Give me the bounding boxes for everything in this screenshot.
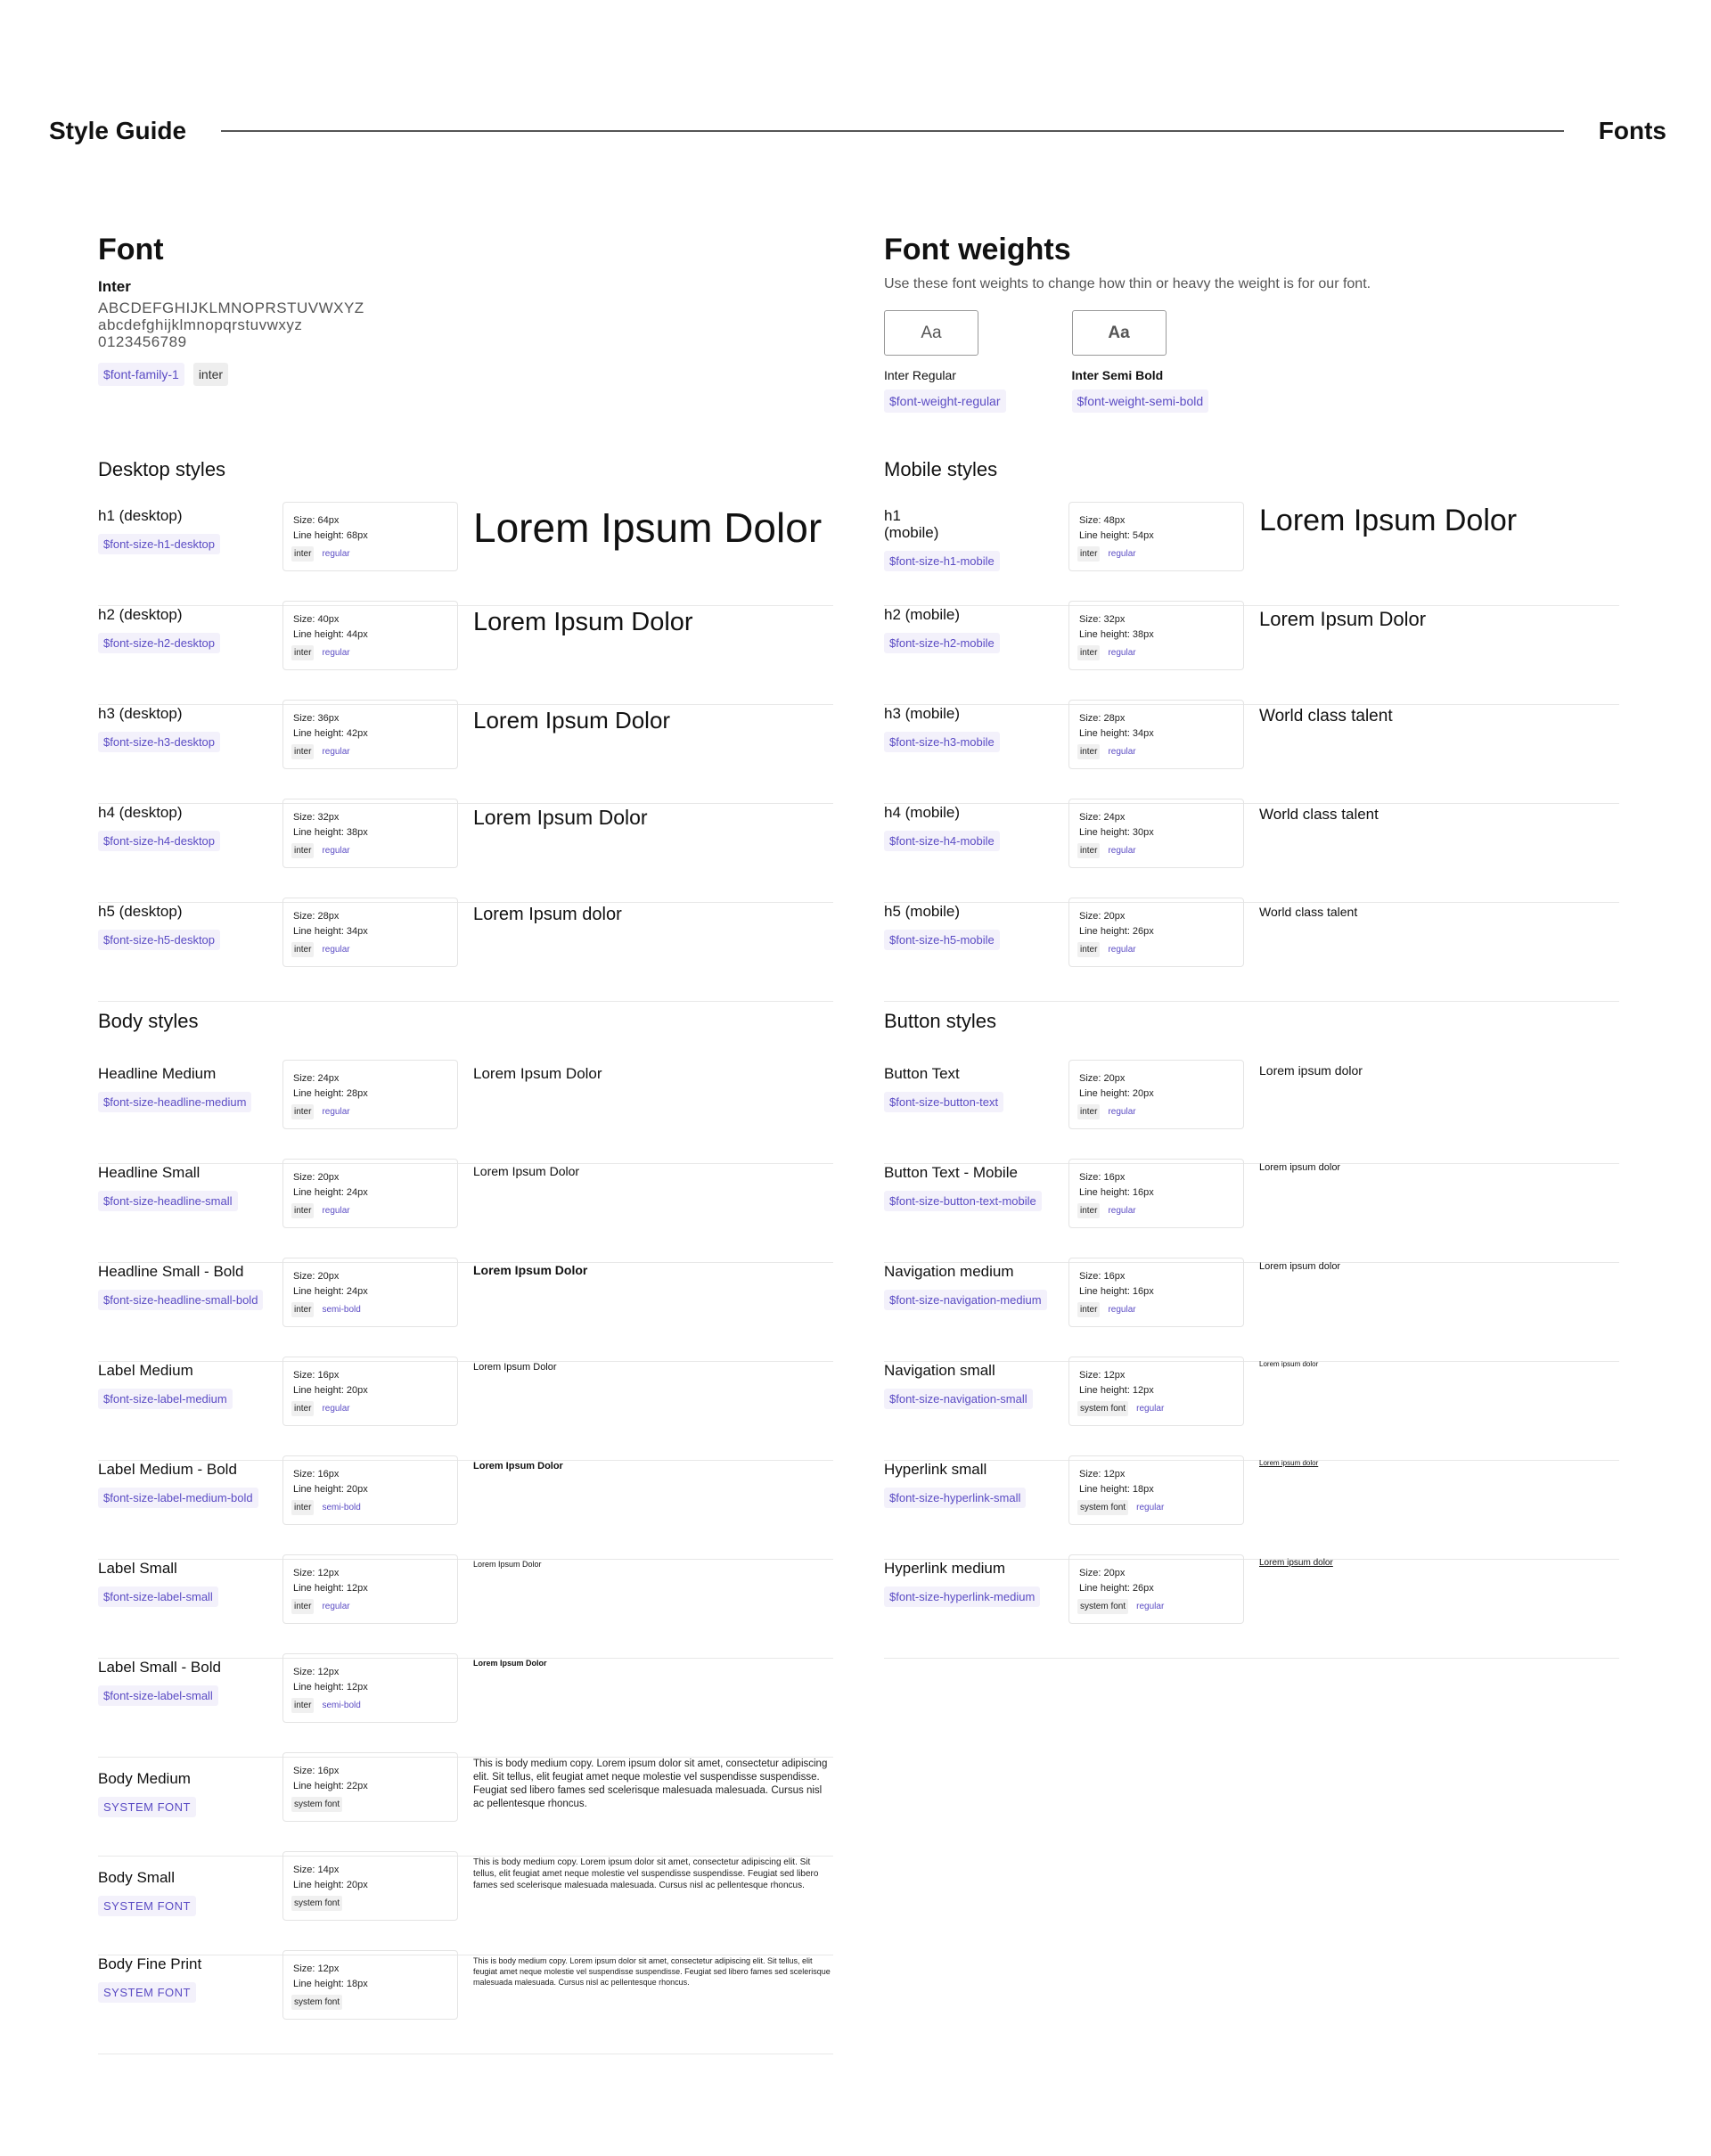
spec-box	[282, 1752, 458, 1822]
style-row	[884, 1362, 1619, 1461]
spec-box	[282, 1357, 458, 1426]
font-tag: inter	[1077, 546, 1100, 562]
spec-tags	[1077, 1500, 1167, 1515]
weight-tag: regular	[322, 846, 350, 856]
sample-text: This is body medium copy. Lorem ipsum dolor sit amet, consectetur adipiscing elit. Sit tellus, elit feugiat amet neque molestie vel suspendisse suspendisse. Feugiat sed libero fames sed scelerisque malesuada malesuada. Cursus nisl ac pellentesque rhoncus.	[473, 1758, 828, 1809]
style-token: $font-size-h4-mobile	[884, 831, 1000, 851]
sample-text: This is body medium copy. Lorem ipsum dolor sit amet, consectetur adipiscing elit. Sit tellus, elit feugiat amet neque molestie vel suspendisse suspendisse. Feugiat sed libero fames sed scelerisque malesuada malesuada. Cursus nisl ac pellentesque rhoncus.	[473, 1857, 819, 1890]
spec-tags	[291, 1203, 353, 1218]
style-name: h1 (mobile)	[884, 507, 939, 541]
spec-size: Size: 12px	[1079, 1469, 1126, 1480]
style-row	[884, 1263, 1619, 1362]
spec-size: Size: 28px	[1079, 713, 1126, 724]
style-token: $font-size-h3-mobile	[884, 732, 1000, 752]
font-tag: inter	[1077, 645, 1100, 660]
style-token: $font-size-navigation-medium	[884, 1290, 1047, 1310]
weight-tag: semi-bold	[322, 1701, 361, 1710]
spec-size: Size: 12px	[293, 1667, 340, 1677]
sample-text: Lorem ipsum dolor	[1259, 1261, 1341, 1272]
font-family-block	[98, 232, 838, 386]
spec-tags	[291, 1302, 364, 1317]
spec-size: Size: 20px	[293, 1172, 340, 1183]
font-tag: inter	[291, 1500, 314, 1515]
spec-size: Size: 14px	[293, 1865, 340, 1875]
font-tag: system font	[291, 1896, 342, 1911]
spec-line-height: Line height: 16px	[1079, 1187, 1154, 1198]
spec-tags	[1077, 1401, 1167, 1416]
sample-text: Lorem ipsum dolor	[1259, 1162, 1341, 1173]
font-tag: inter	[1077, 843, 1100, 858]
style-token: $font-size-button-text-mobile	[884, 1191, 1042, 1211]
style-token: $font-size-button-text	[884, 1092, 1003, 1112]
style-row	[98, 606, 833, 705]
style-token: $font-size-label-medium-bold	[98, 1488, 258, 1508]
weight-tag: regular	[1108, 747, 1136, 757]
font-tag: inter	[1077, 1302, 1100, 1317]
spec-box	[282, 1060, 458, 1129]
weight-tag: regular	[1108, 1206, 1136, 1216]
spec-tags	[291, 744, 353, 759]
spec-line-height: Line height: 34px	[1079, 728, 1154, 739]
style-name: Label Small	[98, 1560, 177, 1577]
spec-line-height: Line height: 12px	[293, 1583, 368, 1594]
style-name: Navigation medium	[884, 1263, 1014, 1280]
style-name: h2 (mobile)	[884, 606, 961, 623]
spec-tags	[1077, 744, 1139, 759]
sample-text: Lorem Ipsum Dolor	[1259, 504, 1518, 537]
spec-line-height: Line height: 18px	[1079, 1484, 1154, 1495]
style-token: $font-size-h1-desktop	[98, 534, 220, 554]
style-name: h5 (desktop)	[98, 903, 183, 920]
style-row	[98, 1362, 833, 1461]
spec-size: Size: 48px	[1079, 515, 1126, 526]
spec-tags	[291, 843, 353, 858]
spec-line-height: Line height: 44px	[293, 629, 368, 640]
spec-line-height: Line height: 20px	[1079, 1088, 1154, 1099]
style-token: $font-size-h2-desktop	[98, 633, 220, 653]
sample-text: Lorem Ipsum Dolor	[473, 504, 823, 551]
spec-size: Size: 20px	[293, 1271, 340, 1282]
spec-size: Size: 32px	[1079, 614, 1126, 625]
weight-label-regular: Inter Regular	[884, 368, 956, 382]
sample-text: Lorem Ipsum Dolor	[473, 1263, 588, 1277]
spec-line-height: Line height: 16px	[1079, 1286, 1154, 1297]
spec-tags	[1077, 1599, 1167, 1614]
spec-line-height: Line height: 42px	[293, 728, 368, 739]
spec-tags	[1077, 1203, 1139, 1218]
weight-tag: regular	[322, 549, 350, 559]
spec-line-height: Line height: 38px	[1079, 629, 1154, 640]
style-token: $font-size-h5-mobile	[884, 930, 1000, 950]
style-token: $font-size-headline-medium	[98, 1092, 251, 1112]
style-row	[884, 1164, 1619, 1263]
style-row	[884, 504, 1619, 606]
style-token: $font-size-label-small	[98, 1586, 218, 1607]
font-tag: inter	[291, 546, 314, 562]
spec-tags	[291, 1500, 364, 1515]
spec-size: Size: 24px	[1079, 812, 1126, 823]
button-styles-list	[884, 1065, 1624, 1689]
style-name: h4 (mobile)	[884, 804, 961, 821]
font-tag: inter	[291, 942, 314, 957]
style-token: $font-size-h3-desktop	[98, 732, 220, 752]
style-row	[884, 903, 1619, 1002]
font-tag: system font	[291, 1797, 342, 1812]
spec-size: Size: 32px	[293, 812, 340, 823]
spec-size: Size: 16px	[1079, 1271, 1126, 1282]
sample-link[interactable]: Lorem ipsum dolor	[1259, 1558, 1333, 1568]
spec-line-height: Line height: 68px	[293, 530, 368, 541]
weight-item-semi-bold	[1072, 310, 1209, 413]
font-tag: system font	[1077, 1500, 1128, 1515]
sample-text: Lorem Ipsum Dolor	[473, 1065, 602, 1082]
sample-text: Lorem ipsum dolor	[1259, 1063, 1363, 1078]
spec-tags	[1077, 1104, 1139, 1119]
sample-text: Lorem Ipsum Dolor	[473, 1461, 563, 1471]
spec-box	[282, 1653, 458, 1723]
style-name: Button Text - Mobile	[884, 1164, 1018, 1181]
spec-tags	[291, 645, 353, 660]
mobile-styles-title: Mobile styles	[884, 458, 998, 480]
sample-text: World class talent	[1259, 806, 1379, 823]
weight-tag: regular	[1108, 549, 1136, 559]
font-tag: system font	[1077, 1599, 1128, 1614]
style-name: h4 (desktop)	[98, 804, 183, 821]
style-token: $font-size-h1-mobile	[884, 551, 1000, 571]
spec-line-height: Line height: 28px	[293, 1088, 368, 1099]
weight-tag: regular	[322, 747, 350, 757]
spec-line-height: Line height: 54px	[1079, 530, 1154, 541]
style-row	[98, 1659, 833, 1758]
spec-size: Size: 20px	[1079, 1568, 1126, 1578]
spec-size: Size: 64px	[293, 515, 340, 526]
specimen-lowercase: abcdefghijklmnopqrstuvwxyz	[98, 316, 303, 333]
style-name: Headline Small	[98, 1164, 201, 1181]
sample-text: World class talent	[1259, 905, 1358, 919]
style-row	[98, 1461, 833, 1560]
weight-token-semi-bold: $font-weight-semi-bold	[1072, 389, 1209, 413]
font-tag: inter	[291, 1104, 314, 1119]
weight-tag: regular	[322, 1107, 350, 1117]
spec-tags	[291, 1104, 353, 1119]
spec-line-height: Line height: 24px	[293, 1286, 368, 1297]
weight-label-semi-bold: Inter Semi Bold	[1071, 368, 1164, 382]
weight-tag: regular	[1108, 846, 1136, 856]
sample-text: Lorem Ipsum dolor	[473, 905, 622, 924]
style-row	[98, 1164, 833, 1263]
font-tag: inter	[291, 1203, 314, 1218]
section-title: Fonts	[1598, 117, 1666, 144]
font-family-tag: inter	[193, 363, 228, 386]
style-token: $font-size-label-medium	[98, 1389, 233, 1409]
spec-box	[1068, 502, 1244, 571]
spec-tags	[1077, 1302, 1139, 1317]
weight-tag: regular	[322, 1602, 350, 1611]
spec-box	[1068, 1357, 1244, 1426]
weight-item-regular	[884, 310, 1006, 413]
style-row	[98, 705, 833, 804]
style-name: Label Medium - Bold	[98, 1461, 237, 1478]
spec-size: Size: 20px	[1079, 911, 1126, 922]
desktop-styles-list	[98, 504, 838, 988]
font-tag: inter	[291, 1401, 314, 1416]
spec-box	[1068, 898, 1244, 967]
body-styles-list	[98, 1065, 838, 2045]
spec-box	[1068, 799, 1244, 868]
style-name: h2 (desktop)	[98, 606, 183, 623]
spec-size: Size: 16px	[1079, 1172, 1126, 1183]
header-divider	[221, 130, 1564, 132]
spec-tags	[1077, 843, 1139, 858]
style-name: Body Medium	[98, 1770, 191, 1787]
font-tag: inter	[291, 1599, 314, 1614]
style-row	[884, 1461, 1619, 1560]
spec-tags	[291, 1698, 364, 1713]
style-row	[884, 804, 1619, 903]
weight-tag: regular	[1136, 1404, 1165, 1414]
sample-text: Lorem Ipsum Dolor	[473, 1362, 557, 1373]
sample-text: Lorem Ipsum Dolor	[473, 707, 671, 734]
spec-line-height: Line height: 18px	[293, 1979, 368, 1989]
weight-tag: regular	[1108, 1305, 1136, 1315]
spec-box	[1068, 1258, 1244, 1327]
style-name: h3 (desktop)	[98, 705, 183, 722]
style-name: Hyperlink small	[884, 1461, 987, 1478]
weight-tag: regular	[322, 1206, 350, 1216]
spec-box	[282, 1950, 458, 2020]
style-row	[98, 1263, 833, 1362]
style-row	[884, 705, 1619, 804]
spec-size: Size: 12px	[1079, 1370, 1126, 1381]
style-name: Label Medium	[98, 1362, 193, 1379]
specimen-digits: 0123456789	[98, 333, 187, 350]
spec-box	[282, 502, 458, 571]
spec-box	[282, 601, 458, 670]
style-row	[98, 1560, 833, 1659]
spec-tags	[291, 1797, 342, 1812]
style-row	[884, 606, 1619, 705]
style-token: $font-size-hyperlink-medium	[884, 1586, 1040, 1607]
sample-text: Lorem Ipsum Dolor	[473, 1560, 542, 1569]
style-name: Body Fine Print	[98, 1955, 202, 1972]
font-name: Inter	[98, 278, 131, 295]
sample-text: Lorem Ipsum Dolor	[473, 1164, 580, 1178]
spec-size: Size: 12px	[293, 1568, 340, 1578]
style-token: SYSTEM FONT	[98, 1896, 196, 1916]
spec-tags	[1077, 942, 1139, 957]
spec-line-height: Line height: 20px	[293, 1385, 368, 1396]
spec-line-height: Line height: 12px	[293, 1682, 368, 1693]
style-token: $font-size-h2-mobile	[884, 633, 1000, 653]
style-name: h3 (mobile)	[884, 705, 961, 722]
mobile-styles-list	[884, 504, 1624, 988]
style-token: $font-size-headline-small-bold	[98, 1290, 263, 1310]
style-name: h5 (mobile)	[884, 903, 961, 920]
spec-box	[282, 1851, 458, 1921]
style-name: h1 (desktop)	[98, 507, 183, 524]
spec-box	[282, 1455, 458, 1525]
style-token: $font-size-headline-small	[98, 1191, 238, 1211]
font-tag: inter	[1077, 1104, 1100, 1119]
spec-box	[1068, 601, 1244, 670]
spec-line-height: Line height: 24px	[293, 1187, 368, 1198]
font-tag: inter	[1077, 1203, 1100, 1218]
spec-size: Size: 40px	[293, 614, 340, 625]
spec-line-height: Line height: 12px	[1079, 1385, 1154, 1396]
spec-box	[282, 1258, 458, 1327]
weight-tag: regular	[322, 945, 350, 955]
spec-size: Size: 12px	[293, 1963, 340, 1974]
weight-token-regular: $font-weight-regular	[884, 389, 1006, 413]
spec-box	[1068, 1060, 1244, 1129]
style-name: Button Text	[884, 1065, 960, 1082]
spec-line-height: Line height: 30px	[1079, 827, 1154, 838]
style-token: $font-size-label-small	[98, 1685, 218, 1706]
font-tag: inter	[1077, 942, 1100, 957]
spec-box	[282, 898, 458, 967]
font-tag: inter	[1077, 744, 1100, 759]
weight-tag: regular	[1136, 1503, 1165, 1512]
style-row	[884, 1065, 1619, 1164]
weight-tag: semi-bold	[322, 1305, 361, 1315]
style-row	[98, 804, 833, 903]
style-row	[884, 1560, 1619, 1659]
style-row	[98, 1065, 833, 1164]
sample-text: World class talent	[1259, 707, 1393, 725]
spec-box	[282, 700, 458, 769]
sample-link[interactable]: Lorem ipsum dolor	[1259, 1459, 1319, 1467]
spec-size: Size: 24px	[293, 1073, 340, 1084]
spec-size: Size: 28px	[293, 911, 340, 922]
weight-sample-semi-bold: Aa	[1072, 310, 1167, 356]
style-row	[98, 1955, 833, 2054]
spec-size: Size: 16px	[293, 1469, 340, 1480]
font-tag: system font	[291, 1995, 342, 2010]
style-token: $font-size-h5-desktop	[98, 930, 220, 950]
spec-box	[1068, 1455, 1244, 1525]
desktop-styles-title: Desktop styles	[98, 458, 226, 480]
style-token: SYSTEM FONT	[98, 1982, 196, 2003]
style-token: $font-size-navigation-small	[884, 1389, 1033, 1409]
spec-size: Size: 16px	[293, 1370, 340, 1381]
spec-line-height: Line height: 20px	[293, 1880, 368, 1890]
spec-tags	[291, 1401, 353, 1416]
weight-tag: regular	[1108, 648, 1136, 658]
style-name: Label Small - Bold	[98, 1659, 221, 1676]
weight-tag: semi-bold	[322, 1503, 361, 1512]
font-weights-title: Font weights	[884, 233, 1071, 266]
style-name: Headline Medium	[98, 1065, 217, 1082]
sample-text: Lorem Ipsum Dolor	[473, 1659, 547, 1668]
font-tag: inter	[291, 744, 314, 759]
font-weights-block	[884, 232, 1624, 413]
style-row	[98, 903, 833, 1002]
style-name: Headline Small - Bold	[98, 1263, 244, 1280]
spec-size: Size: 36px	[293, 713, 340, 724]
spec-tags	[1077, 546, 1139, 562]
spec-line-height: Line height: 34px	[293, 926, 368, 937]
style-token: SYSTEM FONT	[98, 1797, 196, 1817]
spec-box	[1068, 1159, 1244, 1228]
sample-text: Lorem Ipsum Dolor	[473, 608, 693, 636]
sample-text: Lorem ipsum dolor	[1259, 1360, 1319, 1368]
style-name: Navigation small	[884, 1362, 995, 1379]
spec-tags	[291, 942, 353, 957]
font-title: Font	[98, 233, 164, 266]
font-tag: inter	[291, 1302, 314, 1317]
spec-tags	[1077, 645, 1139, 660]
spec-line-height: Line height: 38px	[293, 827, 368, 838]
sample-text: This is body medium copy. Lorem ipsum dolor sit amet, consectetur adipiscing elit. Sit tellus, elit feugiat amet neque molestie vel suspendisse suspendisse. Feugiat sed libero fames sed scelerisque malesuada malesuada. Cursus nisl ac pellentesque rhoncus.	[473, 1956, 831, 1987]
spec-line-height: Line height: 26px	[1079, 1583, 1154, 1594]
style-token: $font-size-hyperlink-small	[884, 1488, 1026, 1508]
spec-box	[282, 1159, 458, 1228]
sample-text: Lorem Ipsum Dolor	[473, 806, 648, 829]
spec-box	[282, 799, 458, 868]
weight-tag: regular	[1136, 1602, 1165, 1611]
sample-text: Lorem Ipsum Dolor	[1259, 608, 1427, 630]
font-tag: system font	[1077, 1401, 1128, 1416]
body-styles-title: Body styles	[98, 1010, 199, 1032]
spec-line-height: Line height: 22px	[293, 1781, 368, 1791]
style-row	[98, 1857, 833, 1955]
weight-tag: regular	[1108, 1107, 1136, 1117]
spec-line-height: Line height: 26px	[1079, 926, 1154, 937]
style-token: $font-size-h4-desktop	[98, 831, 220, 851]
font-tag: inter	[291, 843, 314, 858]
spec-box	[282, 1554, 458, 1624]
weight-tag: regular	[322, 1404, 350, 1414]
spec-tags	[291, 1896, 342, 1911]
style-row	[98, 504, 833, 606]
spec-line-height: Line height: 20px	[293, 1484, 368, 1495]
spec-size: Size: 16px	[293, 1766, 340, 1776]
page-title: Style Guide	[49, 117, 187, 144]
font-tag: inter	[291, 1698, 314, 1713]
weight-tag: regular	[322, 648, 350, 658]
spec-tags	[291, 546, 353, 562]
style-name: Hyperlink medium	[884, 1560, 1006, 1577]
font-family-token: $font-family-1	[98, 363, 184, 386]
spec-tags	[291, 1995, 342, 2010]
spec-box	[1068, 700, 1244, 769]
weight-sample-regular: Aa	[884, 310, 978, 356]
weight-tag: regular	[1108, 945, 1136, 955]
spec-box	[1068, 1554, 1244, 1624]
style-row	[98, 1758, 833, 1857]
page-header	[49, 116, 1666, 160]
specimen-uppercase: ABCDEFGHIJKLMNOPRSTUVWXYZ	[98, 299, 364, 316]
spec-size: Size: 20px	[1079, 1073, 1126, 1084]
font-tag: inter	[291, 645, 314, 660]
font-weights-description: Use these font weights to change how thin or heavy the weight is for our font.	[884, 276, 1371, 291]
button-styles-title: Button styles	[884, 1010, 996, 1032]
spec-tags	[291, 1599, 353, 1614]
style-name: Body Small	[98, 1869, 175, 1886]
